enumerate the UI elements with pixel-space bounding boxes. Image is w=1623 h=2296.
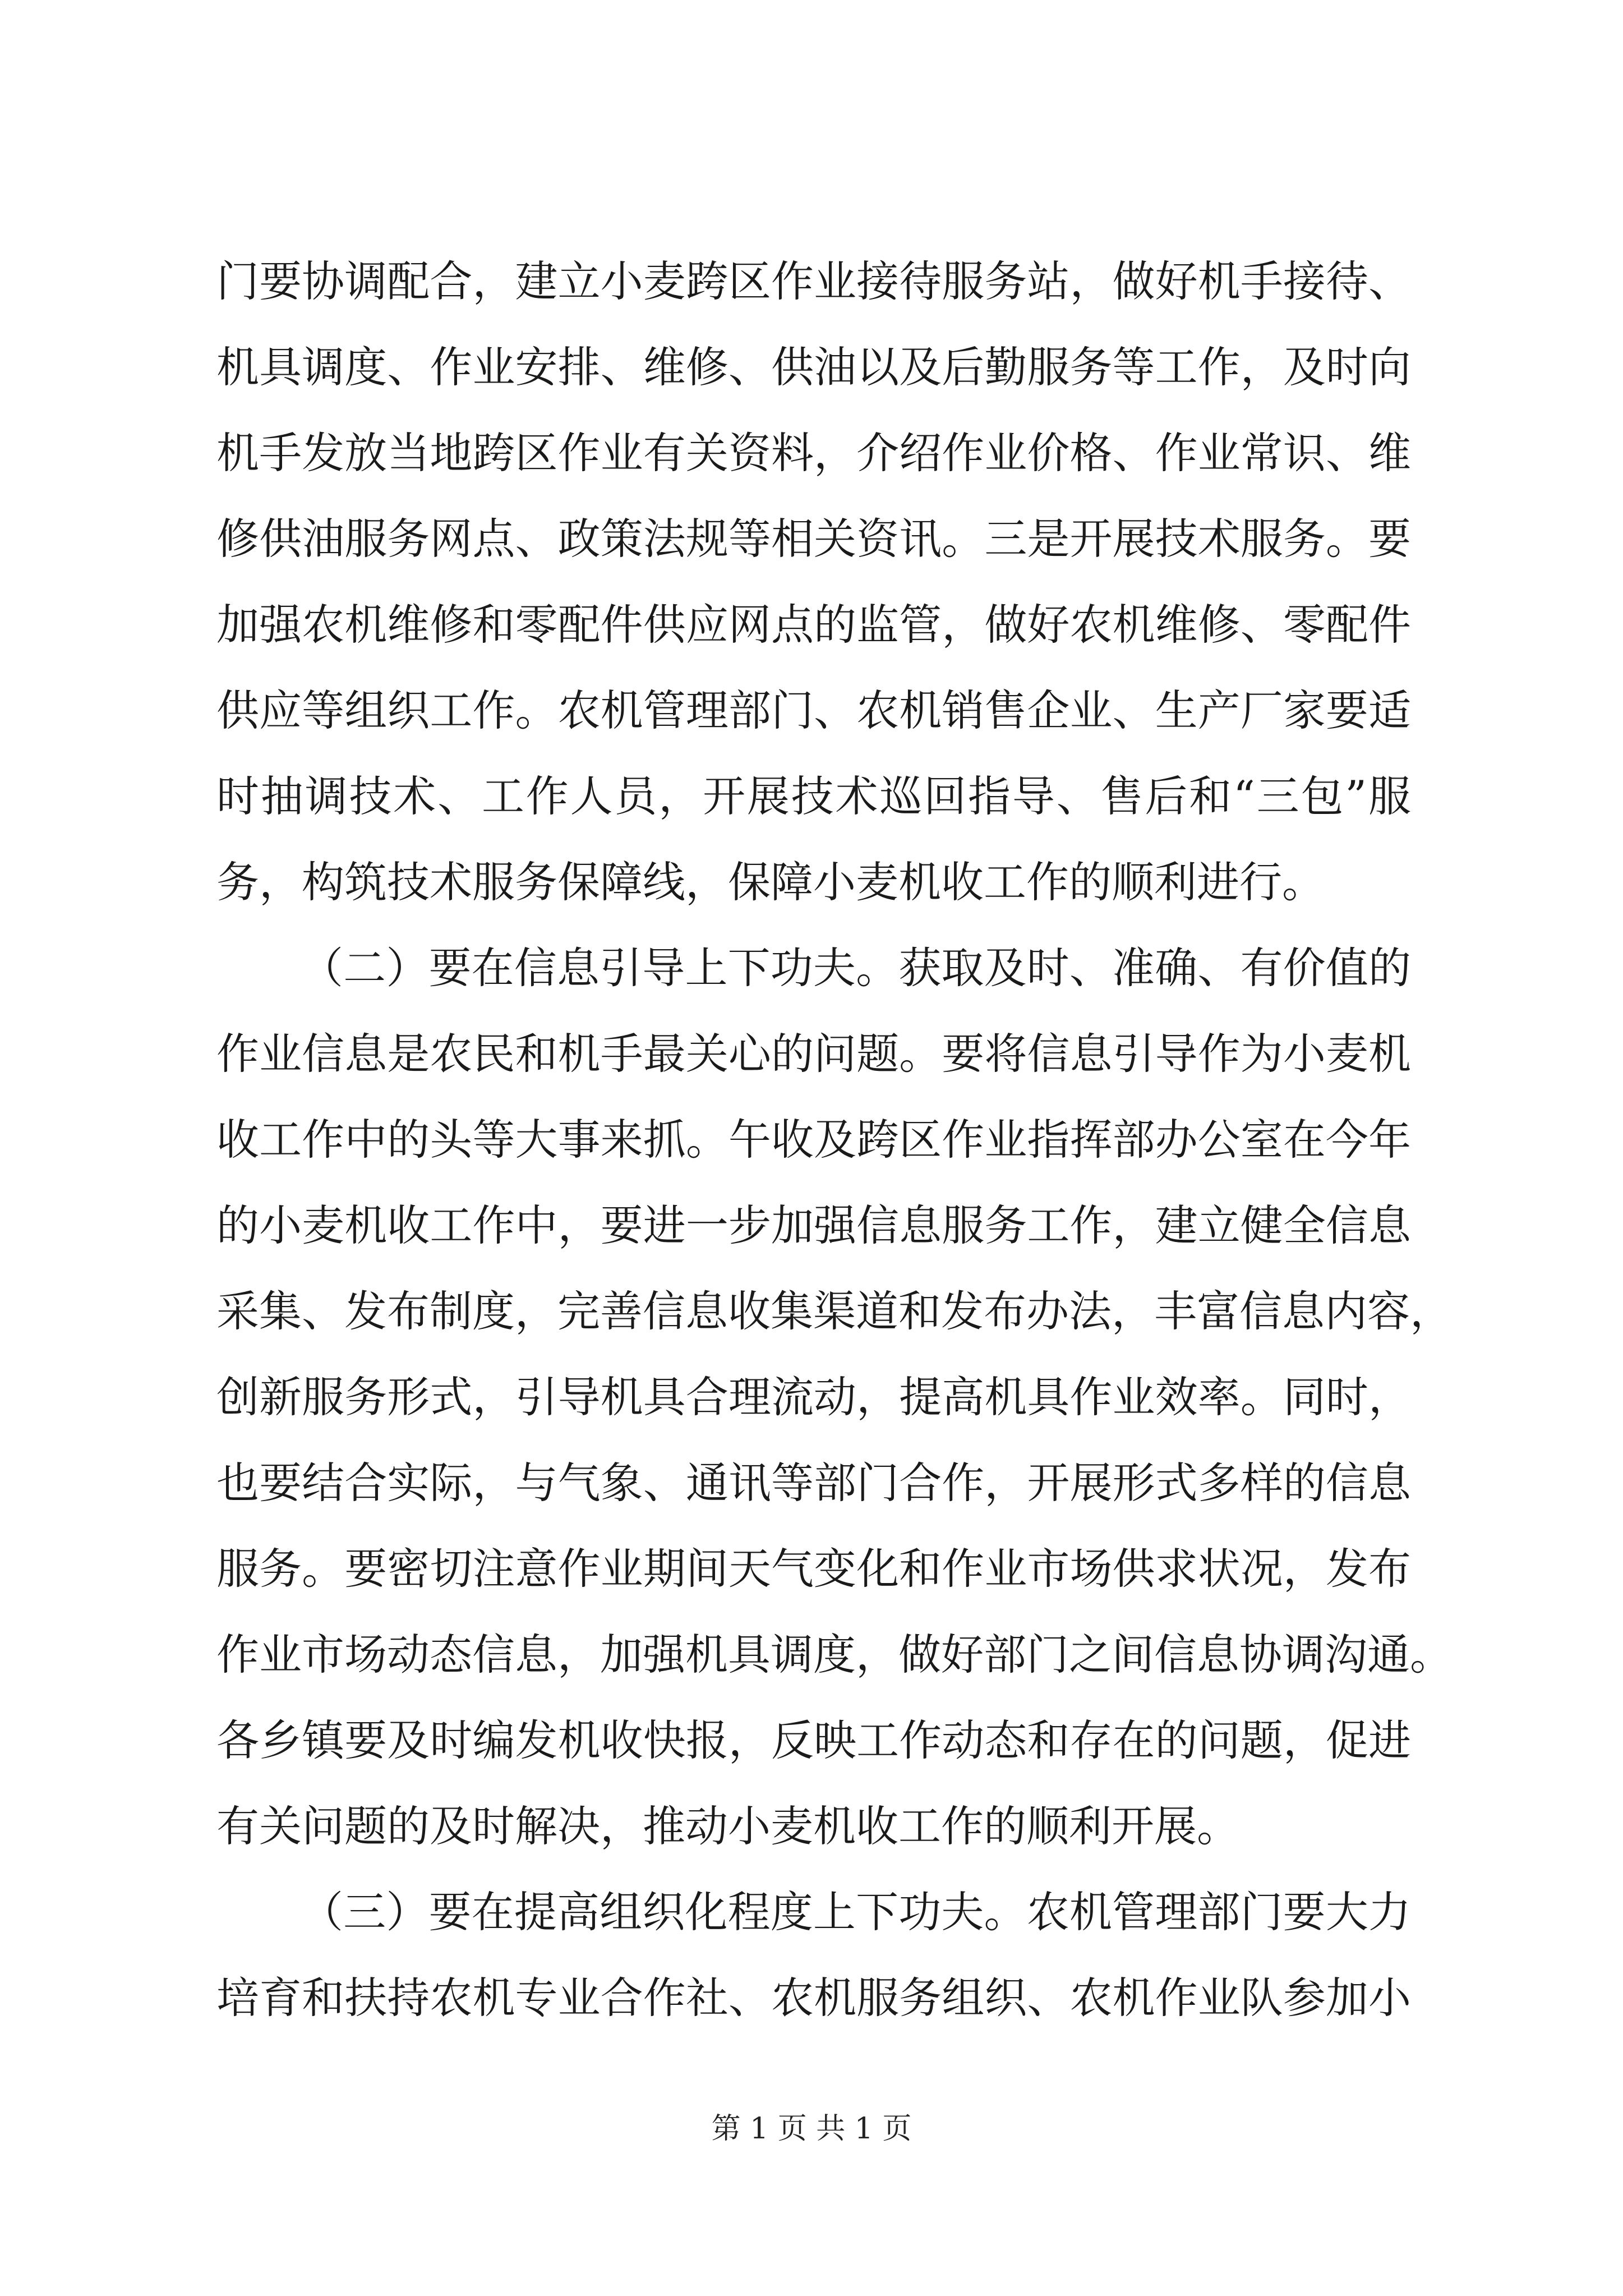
text-line: 时抽调技术、工作人员，开展技术巡回指导、售后和“三包”服	[216, 771, 1411, 821]
text-line: 采集、发布制度，完善信息收集渠道和发布办法，丰富信息内容，	[216, 1286, 1453, 1336]
text-line: 的小麦机收工作中，要进一步加强信息服务工作，建立健全信息	[216, 1200, 1411, 1250]
text-line: 也要结合实际，与气象、通讯等部门合作，开展形式多样的信息	[216, 1458, 1411, 1508]
text-line: 创新服务形式，引导机具合理流动，提高机具作业效率。同时，	[216, 1372, 1411, 1422]
text-line: 务，构筑技术服务保障线，保障小麦机收工作的顺利进行。	[216, 857, 1325, 907]
text-line: 供应等组织工作。农机管理部门、农机销售企业、生产厂家要适	[216, 685, 1411, 735]
text-line: 修供油服务网点、政策法规等相关资讯。三是开展技术服务。要	[216, 514, 1411, 564]
text-line: 机手发放当地跨区作业有关资料，介绍作业价格、作业常识、维	[216, 428, 1411, 478]
text-line: 作业信息是农民和机手最关心的问题。要将信息引导作为小麦机	[216, 1029, 1411, 1079]
page-footer: 第 1 页 共 1 页	[711, 2112, 912, 2146]
body-text	[216, 238, 1453, 2041]
text-line: 作业市场动态信息，加强机具调度，做好部门之间信息协调沟通。	[216, 1630, 1453, 1680]
text-line: 培育和扶持农机专业合作社、农机服务组织、农机作业队参加小	[216, 1973, 1411, 2023]
text-line: 机具调度、作业安排、维修、供油以及后勤服务等工作，及时向	[216, 342, 1411, 392]
text-line: 各乡镇要及时编发机收快报，反映工作动态和存在的问题，促进	[216, 1715, 1411, 1765]
text-line: 收工作中的头等大事来抓。午收及跨区作业指挥部办公室在今年	[216, 1115, 1411, 1165]
text-line: 有关问题的及时解决，推动小麦机收工作的顺利开展。	[216, 1801, 1239, 1851]
text-line: 加强农机维修和零配件供应网点的监管，做好农机维修、零配件	[216, 600, 1411, 650]
text-line: 门要协调配合，建立小麦跨区作业接待服务站，做好机手接待、	[216, 256, 1411, 306]
text-line: （三）要在提高组织化程度上下功夫。农机管理部门要大力	[301, 1887, 1411, 1937]
text-line: 服务。要密切注意作业期间天气变化和作业市场供求状况，发布	[216, 1544, 1411, 1594]
text-line: （二）要在信息引导上下功夫。获取及时、准确、有价值的	[301, 943, 1411, 993]
